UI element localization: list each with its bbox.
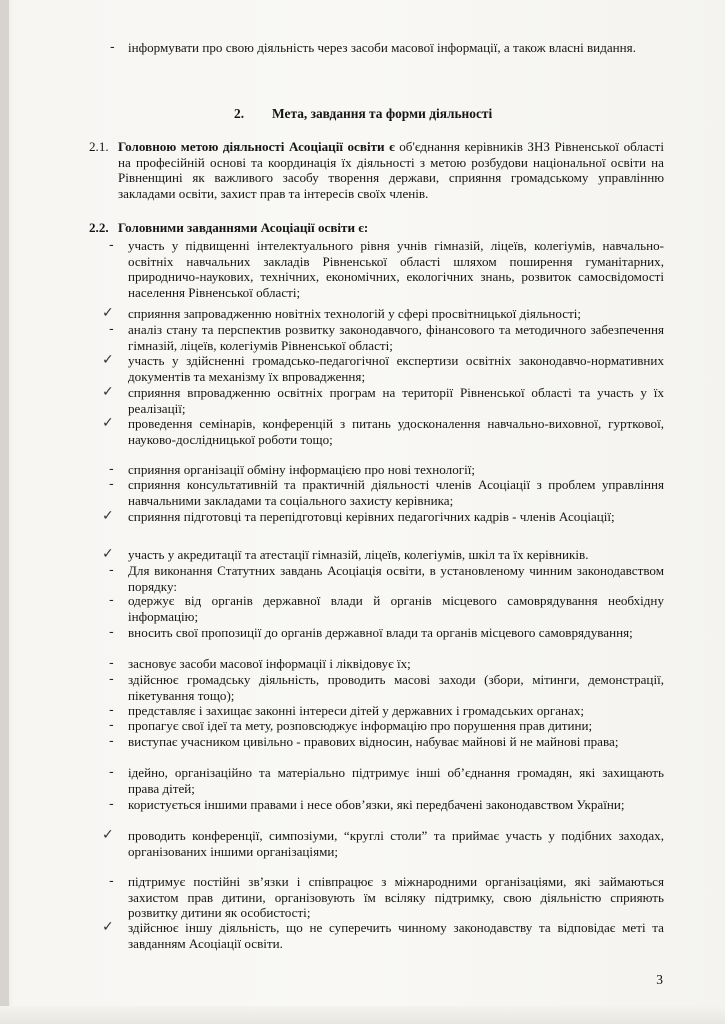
- list-item: проведення семінарів, конференцій з питань удосконалення навчально-виховної, гурткової, науково-дослідницької роботи тощо;: [128, 416, 664, 447]
- list-item: пропагує свої ідеї та мету, розповсюджує інформацію про порушення прав дитини;: [128, 718, 593, 733]
- list-item: Для виконання Статутних завдань Асоціація освіти, в установленому чинним законодавством порядку:: [128, 563, 664, 594]
- list-item: здійснює іншу діяльність, що не суперечить чинному законодавству та відповідає меті та завданням Асоціації освіти.: [128, 920, 664, 951]
- para-2-1-number: 2.1.: [89, 139, 109, 154]
- list-item: сприяння запровадженню новітніх технологій у сфері просвітницької діяльності;: [128, 306, 582, 321]
- checkmark-icon: ✓: [102, 546, 114, 562]
- list-bullet-marker: -: [109, 765, 114, 780]
- list-bullet-marker: -: [109, 672, 114, 687]
- list-item: проводить конференції, симпозіуми, “круглі столи” та приймає участь у подібних заходах, організованих іншими організаціями;: [128, 828, 664, 859]
- para-2-1-text: [118, 139, 664, 201]
- checkmark-icon: ✓: [102, 415, 114, 431]
- list-item: участь у здійсненні громадсько-педагогічної експертизи освітніх законодавчо-нормативних документів та механізму їх впровадження;: [128, 353, 664, 384]
- list-item: участь у підвищенні інтелектуального рівня учнів гімназій, ліцеїв, колегіумів, навчально-освітніх навчальних закладів Рівненської області шляхом поширення гуманітарних, природничо-наукових, технічних, економічних, екологічних знань, розвиток самосвідомості населення Рівненської області;: [128, 238, 664, 300]
- checkmark-icon: ✓: [102, 352, 114, 368]
- para-2-1-lead: Головною метою діяльності Асоціації освіти є: [118, 139, 395, 154]
- list-bullet-marker: -: [109, 563, 114, 578]
- checkmark-icon: ✓: [102, 305, 114, 321]
- intro-item-text: інформувати про свою діяльність через засоби масової інформації, а також власні видання.: [128, 40, 636, 55]
- page-number: 3: [656, 972, 663, 987]
- list-bullet-marker: -: [109, 593, 114, 608]
- list-bullet-marker: -: [109, 734, 114, 749]
- checkmark-icon: ✓: [102, 384, 114, 400]
- list-bullet-marker: -: [109, 797, 114, 812]
- section-number: 2.: [234, 106, 245, 121]
- list-bullet-marker: -: [109, 462, 114, 477]
- list-bullet-marker: -: [109, 703, 114, 718]
- list-item: підтримує постійні зв’язки і співпрацює з міжнародними організаціями, які займаються захистом прав дитини, організовують їм всіляку підтримку, свою діяльністю сприяють розвитку дитини як особистості;: [128, 874, 664, 921]
- list-item: сприяння організації обміну інформацією про нові технології;: [128, 462, 476, 477]
- list-item: здійснює громадську діяльність, проводить масові заходи (збори, мітинги, демонстрації, пікетування тощо);: [128, 672, 664, 703]
- list-item: представляє і захищає законні інтереси дітей у державних і громадських органах;: [128, 703, 585, 718]
- list-item: вносить свої пропозиції до органів державної влади та органів місцевого самоврядування;: [128, 625, 633, 640]
- list-bullet-marker: -: [109, 625, 114, 640]
- scan-bottom-edge: [0, 1006, 725, 1024]
- list-item: одержує від органів державної влади й органів місцевого самоврядування необхідну інформацію;: [128, 593, 664, 624]
- list-item: ідейно, організаційно та матеріально підтримує інші об’єднання громадян, які захищають права дітей;: [128, 765, 664, 796]
- list-item: сприяння впровадженню освітніх програм на території Рівненської області та участь у їх реалізації;: [128, 385, 664, 416]
- list-bullet-marker: -: [109, 238, 114, 253]
- list-item: виступає учасником цивільно - правових відносин, набуває майнові й не майнові права;: [128, 734, 619, 749]
- checkmark-icon: ✓: [102, 508, 114, 524]
- list-item: сприяння підготовці та перепідготовці керівних педагогічних кадрів - членів Асоціації;: [128, 509, 615, 524]
- list-bullet-marker: -: [109, 874, 114, 889]
- para-2-2-number: 2.2.: [89, 220, 109, 235]
- list-item: аналіз стану та перспектив розвитку законодавчого, фінансового та методичного забезпечення гімназій, ліцеїв, колегіумів Рівненської області;: [128, 322, 664, 353]
- section-title: Мета, завдання та форми діяльності: [272, 106, 493, 121]
- list-bullet-marker: -: [109, 322, 114, 337]
- para-2-2-lead: Головними завданнями Асоціації освіти є:: [118, 220, 369, 235]
- list-item: участь у акредитації та атестації гімназій, ліцеїв, колегіумів, шкіл та їх керівників.: [128, 547, 589, 562]
- checkmark-icon: ✓: [102, 919, 114, 935]
- list-bullet-marker: -: [109, 477, 114, 492]
- scan-edge: [0, 0, 9, 1024]
- para-2-1-body: об'єднання керівників ЗНЗ Рівненської області на професійній основі та координація їх діяльності з метою розбудови національної освіти на Рівненщині як важливого засобу творення держави, сприяння громадському управлінню закладами освіти, захист прав та інтересів своїх членів.: [118, 139, 664, 201]
- section-heading: [234, 106, 492, 122]
- list-item: користується іншими правами і несе обов’язки, які передбачені законодавством України;: [128, 797, 625, 812]
- list-item: сприяння консультативній та практичній діяльності членів Асоціації з проблем управління навчальними закладами та соціального захисту керівника;: [128, 477, 664, 508]
- list-item: засновує засоби масової інформації і ліквідовує їх;: [128, 656, 411, 671]
- list-bullet-marker: -: [109, 656, 114, 671]
- intro-bullet-marker: -: [110, 40, 115, 55]
- list-bullet-marker: -: [109, 718, 114, 733]
- checkmark-icon: ✓: [102, 827, 114, 843]
